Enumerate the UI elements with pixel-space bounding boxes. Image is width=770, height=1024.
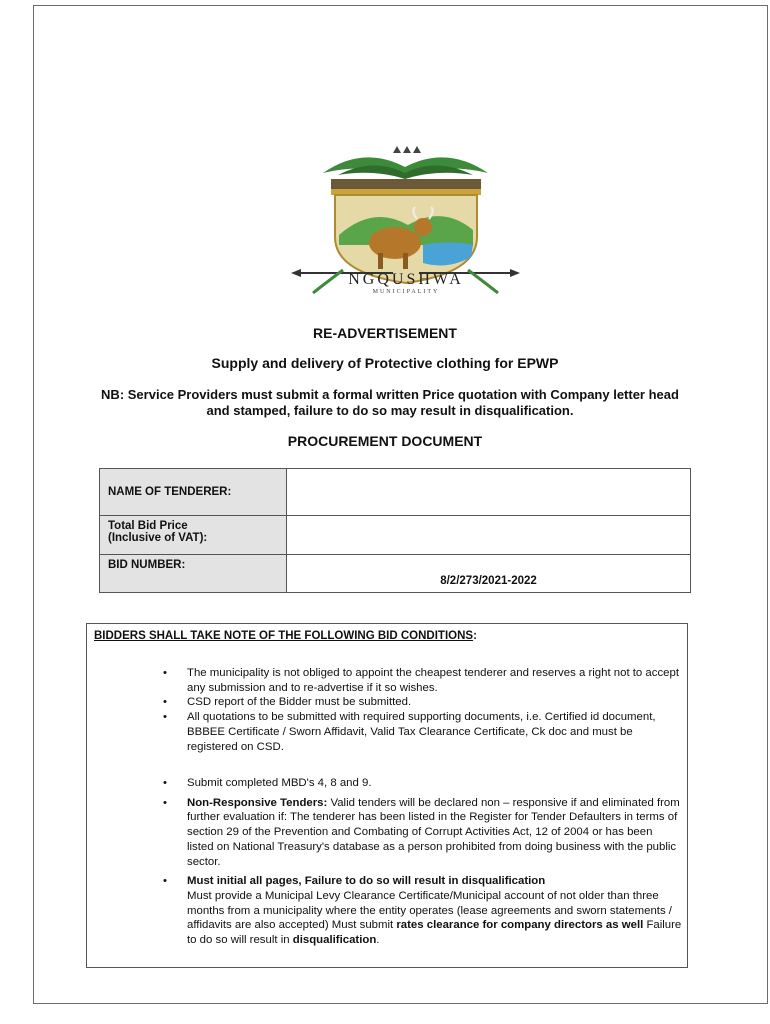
logo-subtitle: MUNICIPALITY <box>372 289 440 295</box>
bid-number-value: 8/2/273/2021-2022 <box>287 555 691 593</box>
list-item: • Submit completed MBD's 4, 8 and 9. <box>157 776 682 791</box>
subject-heading: Supply and delivery of Protective clothing for EPWP <box>211 355 559 371</box>
conditions-list-1 <box>157 666 682 754</box>
bid-conditions-box <box>86 623 688 968</box>
initial-pages-label: Must initial all pages, Failure to do so will result in disqualification <box>187 875 546 888</box>
conditions-title-text: BIDDERS SHALL TAKE NOTE OF THE FOLLOWING BID CONDITIONS <box>94 630 474 642</box>
table-row <box>100 555 691 593</box>
table-row <box>100 469 691 516</box>
bid-number-label: BID NUMBER: <box>100 555 287 593</box>
bid-conditions-title <box>94 629 477 644</box>
levy-clearance-text: Must provide a Municipal Levy Clearance Certificate/Municipal account of not older than three months from a municipality where the entity operates (lease agreements and sworn statements / affidavits are also accepted) Must submit <box>187 889 672 932</box>
procurement-document-title: PROCUREMENT DOCUMENT <box>287 433 483 449</box>
rates-clearance-label: rates clearance for company directors as well <box>396 919 644 932</box>
disqualification-label: disqualification <box>292 934 377 947</box>
list-item: • CSD report of the Bidder must be submitted. <box>157 695 682 710</box>
total-bid-price-label <box>100 516 287 555</box>
tenderer-name-field[interactable] <box>287 469 691 516</box>
municipality-logo <box>283 145 528 295</box>
readvertisement-heading: RE-ADVERTISEMENT <box>313 325 457 341</box>
non-responsive-text: Valid tenders will be declared non – responsive if and eliminated from further evaluation if: The tenderer has been listed in the Register for Tender Defaulters in terms of section 29 of the Prevention and Combating of Corrupt Activities Act, 12 of 2004 or has been listed on National Treasury's database as a person prohibited from doing business with the public sector. <box>187 796 680 868</box>
table-row <box>100 516 691 555</box>
total-bid-price-field[interactable] <box>287 516 691 555</box>
nb-notice: NB: Service Providers must submit a formal written Price quotation with Company letter head and stamped, failure to do so may result in disqualification. <box>101 387 679 418</box>
failure-text: Failure to do so will result in <box>187 919 682 947</box>
end-period: . <box>376 934 380 947</box>
list-item: • All quotations to be submitted with required supporting documents, i.e. Certified id document, BBBEE Certificate / Sworn Affidavit, Valid Tax Clearance Certificate, Ck doc and must be registered on CSD. <box>157 710 682 754</box>
list-item <box>157 874 682 948</box>
price-label-line2: (Inclusive of VAT): <box>108 532 208 544</box>
non-responsive-label: Non-Responsive Tenders: <box>187 796 328 809</box>
list-item <box>157 796 682 870</box>
bid-info-table <box>99 468 691 593</box>
price-label-line1: Total Bid Price <box>108 520 188 532</box>
conditions-list-2 <box>157 776 682 953</box>
conditions-title-suffix: : <box>473 630 477 642</box>
tenderer-name-label: NAME OF TENDERER: <box>100 469 287 516</box>
list-item: • The municipality is not obliged to appoint the cheapest tenderer and reserves a right not to accept any submission and to re-advertise if it so wishes. <box>157 666 682 695</box>
crest-icon <box>283 145 528 295</box>
logo-name: NGQUSHWA <box>348 271 464 288</box>
